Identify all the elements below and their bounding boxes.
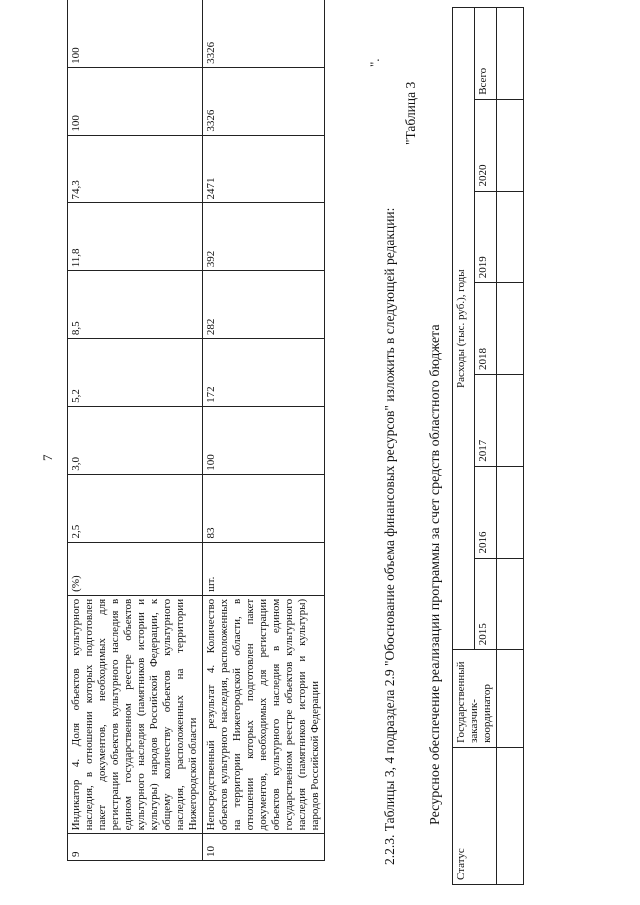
year-header: 2020 [475, 99, 497, 191]
empty-cell [497, 558, 524, 650]
value-cell: 100 [68, 67, 203, 135]
value-cell: 2471 [203, 135, 325, 203]
value-cell: 83 [203, 474, 325, 542]
table-header-row [453, 8, 475, 885]
table-row [68, 0, 203, 861]
value-cell: 11,8 [68, 203, 203, 271]
unit-cell: (%) [68, 542, 203, 595]
year-header: 2018 [475, 283, 497, 375]
table-heading: Ресурсное обеспечение реализации программы за счет средств областного бюджета [428, 324, 443, 825]
value-cell: 282 [203, 271, 325, 339]
value-cell: 172 [203, 339, 325, 407]
column-header-customer: Государственный заказчик-координатор [453, 650, 497, 748]
table-row [497, 8, 524, 885]
table-label: "Таблица 3 [403, 81, 418, 145]
unit-cell: шт. [203, 542, 325, 595]
value-cell: 3,0 [68, 406, 203, 474]
empty-cell [497, 650, 524, 748]
year-header: 2019 [475, 191, 497, 283]
resource-table [452, 7, 524, 885]
row-number: 9 [68, 834, 203, 861]
column-header-status: Статус [453, 747, 497, 884]
value-cell: 74,3 [68, 135, 203, 203]
year-header: 2015 [475, 558, 497, 650]
column-header-expenses: Расходы (тыс. руб.), годы [453, 8, 475, 650]
value-cell: 392 [203, 203, 325, 271]
value-cell: 2,5 [68, 474, 203, 542]
empty-cell [497, 466, 524, 558]
section-paragraph: 2.2.3. Таблицы 3, 4 подраздела 2.9 "Обоснование объема финансовых ресурсов" изложить в следующей редакции: [382, 207, 397, 865]
value-cell: 100 [203, 406, 325, 474]
closing-quote: ". [367, 58, 382, 67]
empty-cell [497, 191, 524, 283]
result-text: Непосредственный результат 4. Количество объектов культурного наследия, расположенных на территории Нижегородской области, в отношении которых подготовлен пакет документов, необходимых для регистрации объектов культурного наследия в едином государственном реестре объектов культурного наследия (памятников истории и культуры) народов Российской Федерации [203, 595, 325, 834]
empty-cell [497, 99, 524, 191]
page-number: 7 [40, 454, 55, 461]
year-header: 2017 [475, 375, 497, 467]
empty-cell [497, 283, 524, 375]
year-header: 2016 [475, 466, 497, 558]
value-cell: 3326 [203, 0, 325, 67]
year-header: Всего [475, 8, 497, 100]
empty-cell [497, 8, 524, 100]
row-number: 10 [203, 834, 325, 861]
value-cell: 3326 [203, 67, 325, 135]
table-row [203, 0, 325, 861]
indicators-table [67, 0, 325, 861]
empty-cell [497, 375, 524, 467]
empty-cell [497, 747, 524, 884]
indicator-text: Индикатор 4. Доля объектов культурного наследия, в отношении которых подготовлен пакет документов, необходимых для регистрации объектов культурного наследия в едином государственном реестре объектов культурного наследия (памятников истории и культуры) народов Российской Федерации, к общему количеству объектов культурного наследия, расположенных на территории Нижегородской области [68, 595, 203, 834]
value-cell: 8,5 [68, 271, 203, 339]
value-cell: 100 [68, 0, 203, 67]
value-cell: 5,2 [68, 339, 203, 407]
